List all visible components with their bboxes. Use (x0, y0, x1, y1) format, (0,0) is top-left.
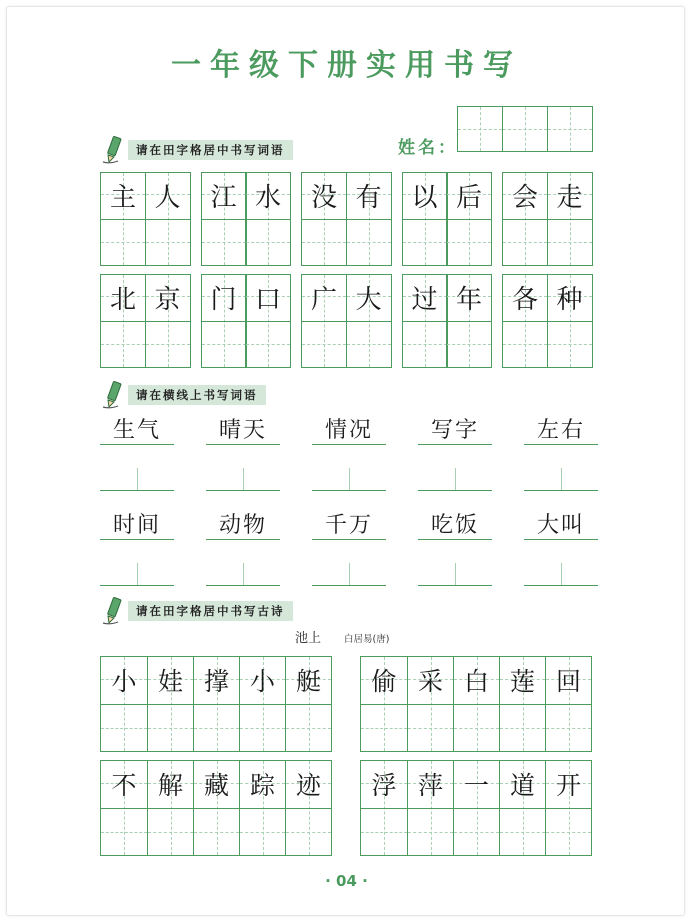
section-label-text: 请在田字格居中书写古诗 (128, 601, 293, 621)
character: 各 (511, 285, 538, 315)
character: 主 (109, 183, 136, 213)
tianzi-cell[interactable] (547, 274, 593, 368)
character: 道 (509, 771, 535, 800)
writing-line[interactable] (524, 464, 598, 491)
character: 种 (556, 285, 583, 315)
tianzi-cell[interactable] (499, 657, 545, 751)
tianzi-cell[interactable] (201, 172, 247, 266)
poem-line-1 (100, 656, 332, 752)
tianzi-cell[interactable] (407, 761, 453, 855)
poem-line-4 (360, 760, 592, 856)
character: 过 (411, 285, 438, 315)
character: 不 (111, 771, 137, 800)
tianzi-cell[interactable] (407, 657, 453, 751)
writing-line[interactable] (206, 559, 280, 586)
word-grid (100, 172, 191, 266)
writing-line[interactable] (100, 464, 174, 491)
character: 大 (355, 285, 382, 315)
character: 小 (249, 667, 275, 696)
tianzi-cell[interactable] (285, 761, 331, 855)
tianzi-cell[interactable] (193, 761, 239, 855)
line-word (312, 513, 386, 540)
line-word (206, 418, 280, 445)
grid-words-row-1 (100, 172, 593, 266)
word-grid (301, 274, 392, 368)
line-word (100, 418, 174, 445)
writing-line[interactable] (312, 559, 386, 586)
tianzi-cell[interactable] (499, 761, 545, 855)
tianzi-cell[interactable] (193, 657, 239, 751)
word-grid (301, 172, 392, 266)
section-label-line-words (100, 385, 266, 405)
tianzi-cell[interactable] (446, 172, 492, 266)
word-text: 时间 (100, 513, 174, 540)
tianzi-cell[interactable] (100, 274, 146, 368)
word-grid (502, 172, 593, 266)
character: 迹 (295, 771, 321, 800)
word-text: 生气 (100, 418, 174, 445)
character: 回 (555, 667, 581, 696)
character: 广 (310, 285, 337, 315)
character: 门 (210, 285, 237, 315)
writing-line[interactable] (418, 559, 492, 586)
tianzi-cell[interactable] (547, 172, 593, 266)
character: 浮 (371, 771, 397, 800)
line-word (524, 513, 598, 540)
blank-row-2 (100, 559, 598, 586)
tianzi-cell[interactable] (245, 274, 291, 368)
tianzi-cell[interactable] (145, 172, 191, 266)
tianzi-cell[interactable] (239, 657, 285, 751)
tianzi-cell[interactable] (301, 172, 347, 266)
character: 北 (109, 285, 136, 315)
character: 有 (355, 183, 382, 213)
character: 年 (455, 285, 482, 315)
character: 莲 (509, 667, 535, 696)
character: 走 (556, 183, 583, 213)
tianzi-cell[interactable] (101, 657, 147, 751)
word-text: 千万 (312, 513, 386, 540)
character: 娃 (157, 667, 183, 696)
writing-line[interactable] (312, 464, 386, 491)
character: 偷 (371, 667, 397, 696)
word-grid (201, 274, 292, 368)
line-word (418, 513, 492, 540)
line-words-row-2 (100, 513, 598, 540)
character: 艇 (295, 667, 321, 696)
word-text: 情况 (312, 418, 386, 445)
tianzi-cell[interactable] (147, 761, 193, 855)
character: 人 (154, 183, 181, 213)
word-grid (402, 172, 493, 266)
line-word (418, 418, 492, 445)
character: 后 (455, 183, 482, 213)
character: 水 (254, 183, 281, 213)
section-label-poem (100, 601, 293, 621)
pencil-icon (100, 135, 126, 165)
section-label-grid-words (100, 140, 293, 160)
character: 京 (154, 285, 181, 315)
word-grid (502, 274, 593, 368)
tianzi-cell[interactable] (245, 172, 291, 266)
character: 萍 (417, 771, 443, 800)
character: 会 (511, 183, 538, 213)
character: 白 (463, 667, 489, 696)
poem-title: 池上 (295, 631, 322, 646)
word-text: 写字 (418, 418, 492, 445)
word-grid (201, 172, 292, 266)
section-label-text: 请在田字格居中书写词语 (128, 140, 293, 160)
tianzi-cell[interactable] (545, 761, 591, 855)
tianzi-cell[interactable] (145, 274, 191, 368)
line-word (312, 418, 386, 445)
character: 采 (417, 667, 443, 696)
writing-line[interactable] (100, 559, 174, 586)
word-text: 动物 (206, 513, 280, 540)
line-word (100, 513, 174, 540)
word-grid (100, 274, 191, 368)
tianzi-cell[interactable] (545, 657, 591, 751)
page-number: · 04 · (325, 872, 368, 890)
character: 撑 (203, 667, 229, 696)
name-box[interactable] (457, 106, 503, 152)
poem-author: 白居易(唐) (344, 634, 390, 645)
line-words-row-1 (100, 418, 598, 445)
word-grid (402, 274, 493, 368)
character: 江 (210, 183, 237, 213)
tianzi-cell[interactable] (147, 657, 193, 751)
tianzi-cell[interactable] (502, 274, 548, 368)
writing-line[interactable] (206, 464, 280, 491)
character: 小 (111, 667, 137, 696)
word-text: 吃饭 (418, 513, 492, 540)
tianzi-cell[interactable] (301, 274, 347, 368)
name-label: 姓名： (398, 138, 458, 158)
tianzi-cell[interactable] (361, 761, 407, 855)
blank-row-1 (100, 464, 598, 491)
character: 没 (310, 183, 337, 213)
tianzi-cell[interactable] (402, 172, 448, 266)
tianzi-cell[interactable] (285, 657, 331, 751)
tianzi-cell[interactable] (101, 761, 147, 855)
character: 开 (555, 771, 581, 800)
writing-line[interactable] (418, 464, 492, 491)
tianzi-cell[interactable] (453, 761, 499, 855)
word-text: 大叫 (524, 513, 598, 540)
poem-line-2 (360, 656, 592, 752)
tianzi-cell[interactable] (453, 657, 499, 751)
tianzi-cell[interactable] (201, 274, 247, 368)
tianzi-cell[interactable] (100, 172, 146, 266)
name-box[interactable] (502, 106, 548, 152)
character: 以 (411, 183, 438, 213)
tianzi-cell[interactable] (502, 172, 548, 266)
grid-words-row-2 (100, 274, 593, 368)
character: 口 (254, 285, 281, 315)
tianzi-cell[interactable] (239, 761, 285, 855)
name-box[interactable] (547, 106, 593, 152)
word-text: 左右 (524, 418, 598, 445)
tianzi-cell[interactable] (346, 172, 392, 266)
character: 踪 (249, 771, 275, 800)
character: 藏 (203, 771, 229, 800)
name-boxes[interactable] (458, 106, 593, 152)
poem-line-3 (100, 760, 332, 856)
character: 一 (463, 771, 489, 800)
section-label-text: 请在横线上书写词语 (128, 385, 266, 405)
page-title: 一年级下册实用书写 (171, 48, 522, 83)
line-word (206, 513, 280, 540)
character: 解 (157, 771, 183, 800)
line-word (524, 418, 598, 445)
tianzi-cell[interactable] (402, 274, 448, 368)
tianzi-cell[interactable] (346, 274, 392, 368)
pencil-icon (100, 380, 126, 410)
pencil-icon (100, 596, 126, 626)
tianzi-cell[interactable] (446, 274, 492, 368)
tianzi-cell[interactable] (361, 657, 407, 751)
word-text: 晴天 (206, 418, 280, 445)
writing-line[interactable] (524, 559, 598, 586)
